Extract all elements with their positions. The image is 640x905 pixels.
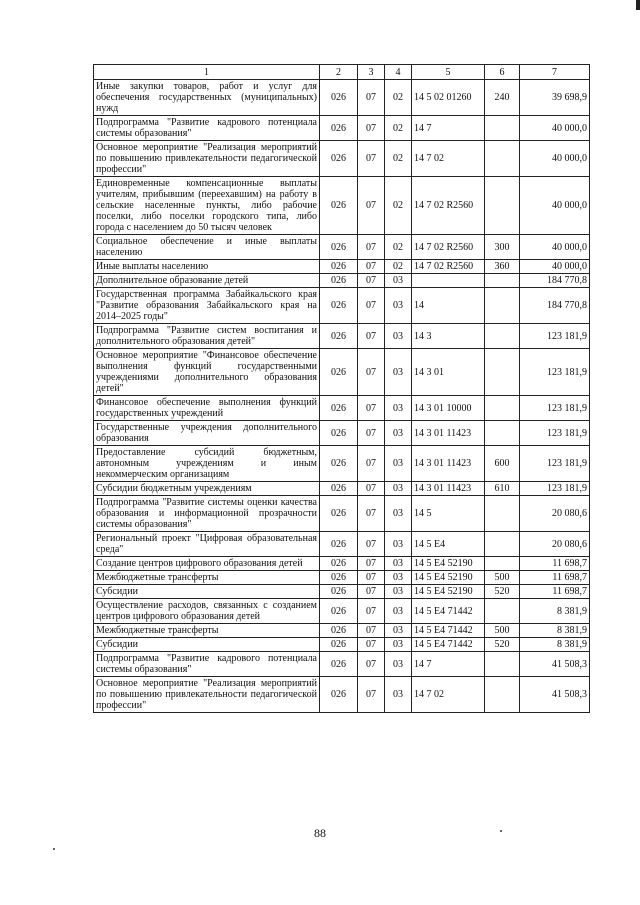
cell-ved: 026 <box>320 349 358 396</box>
cell-vr <box>485 677 520 713</box>
col-header-csr: 5 <box>412 65 485 80</box>
cell-csr: 14 7 02 <box>412 141 485 177</box>
cell-csr: 14 7 02 R2560 <box>412 235 485 260</box>
cell-name: Основное мероприятие "Реализация мероприятий по повышению привлекательности педагогической профессии" <box>94 677 320 713</box>
cell-pr: 03 <box>385 496 412 532</box>
cell-rz: 07 <box>358 288 385 324</box>
cell-name: Субсидии бюджетным учреждениям <box>94 482 320 496</box>
cell-sum: 11 698,7 <box>520 585 590 599</box>
scan-speck <box>53 848 55 850</box>
cell-sum: 184 770,8 <box>520 288 590 324</box>
table-row <box>94 421 590 446</box>
cell-name: Межбюджетные трансферты <box>94 624 320 638</box>
cell-pr: 03 <box>385 624 412 638</box>
cell-csr: 14 5 E4 52190 <box>412 585 485 599</box>
cell-ved: 026 <box>320 396 358 421</box>
cell-csr: 14 7 02 R2560 <box>412 177 485 235</box>
cell-csr: 14 3 01 11423 <box>412 446 485 482</box>
cell-ved: 026 <box>320 324 358 349</box>
cell-name: Единовременные компенсационные выплаты учителям, прибывшим (переехавшим) на работу в сельские населенные пункты, либо рабочие поселки, либо поселки городского типа, либо города с населением до 50 тысяч человек <box>94 177 320 235</box>
cell-ved: 026 <box>320 116 358 141</box>
cell-rz: 07 <box>358 260 385 274</box>
cell-csr <box>412 274 485 288</box>
cell-pr: 03 <box>385 288 412 324</box>
cell-name: Дополнительное образование детей <box>94 274 320 288</box>
cell-rz: 07 <box>358 396 385 421</box>
cell-csr: 14 5 E4 52190 <box>412 571 485 585</box>
table-row <box>94 349 590 396</box>
cell-csr: 14 5 <box>412 496 485 532</box>
cell-name: Предоставление субсидий бюджетным, автономным учреждениям и иным некоммерческим организациям <box>94 446 320 482</box>
cell-pr: 03 <box>385 557 412 571</box>
cell-rz: 07 <box>358 235 385 260</box>
cell-pr: 02 <box>385 116 412 141</box>
cell-ved: 026 <box>320 482 358 496</box>
col-header-pr: 4 <box>385 65 412 80</box>
table-body <box>94 80 590 713</box>
cell-sum: 123 181,9 <box>520 446 590 482</box>
cell-ved: 026 <box>320 599 358 624</box>
cell-vr <box>485 349 520 396</box>
cell-rz: 07 <box>358 624 385 638</box>
cell-ved: 026 <box>320 80 358 116</box>
cell-name: Осуществление расходов, связанных с созданием центров цифрового образования детей <box>94 599 320 624</box>
table-row <box>94 235 590 260</box>
table-row <box>94 652 590 677</box>
cell-vr: 500 <box>485 624 520 638</box>
cell-pr: 03 <box>385 652 412 677</box>
cell-pr: 02 <box>385 260 412 274</box>
table-row <box>94 624 590 638</box>
cell-rz: 07 <box>358 274 385 288</box>
cell-ved: 026 <box>320 235 358 260</box>
cell-rz: 07 <box>358 599 385 624</box>
cell-sum: 20 080,6 <box>520 496 590 532</box>
cell-csr: 14 3 01 <box>412 349 485 396</box>
cell-pr: 03 <box>385 274 412 288</box>
cell-rz: 07 <box>358 677 385 713</box>
cell-name: Государственная программа Забайкальского края "Развитие образования Забайкальского края на 2014–2025 годы" <box>94 288 320 324</box>
cell-vr <box>485 532 520 557</box>
col-header-ved: 2 <box>320 65 358 80</box>
cell-name: Субсидии <box>94 638 320 652</box>
cell-pr: 03 <box>385 396 412 421</box>
table-header-row <box>94 65 590 80</box>
cell-rz: 07 <box>358 446 385 482</box>
cell-name: Иные закупки товаров, работ и услуг для обеспечения государственных (муниципальных) нужд <box>94 80 320 116</box>
page-number: 88 <box>314 826 326 840</box>
table-row <box>94 288 590 324</box>
table-row <box>94 638 590 652</box>
cell-csr: 14 5 E4 71442 <box>412 624 485 638</box>
cell-vr <box>485 557 520 571</box>
cell-vr <box>485 599 520 624</box>
cell-pr: 03 <box>385 532 412 557</box>
cell-pr: 02 <box>385 177 412 235</box>
cell-vr <box>485 324 520 349</box>
cell-vr: 600 <box>485 446 520 482</box>
col-header-vr: 6 <box>485 65 520 80</box>
cell-vr <box>485 396 520 421</box>
cell-name: Иные выплаты населению <box>94 260 320 274</box>
table-row <box>94 141 590 177</box>
cell-sum: 40 000,0 <box>520 260 590 274</box>
cell-sum: 123 181,9 <box>520 421 590 446</box>
cell-csr: 14 3 01 11423 <box>412 421 485 446</box>
cell-name: Субсидии <box>94 585 320 599</box>
cell-rz: 07 <box>358 324 385 349</box>
cell-ved: 026 <box>320 557 358 571</box>
cell-csr: 14 7 02 R2560 <box>412 260 485 274</box>
cell-name: Подпрограмма "Развитие кадрового потенциала системы образования" <box>94 652 320 677</box>
cell-ved: 026 <box>320 624 358 638</box>
table-row <box>94 116 590 141</box>
table-row <box>94 571 590 585</box>
cell-rz: 07 <box>358 585 385 599</box>
col-header-name: 1 <box>94 65 320 80</box>
budget-table <box>93 64 590 713</box>
cell-csr: 14 3 01 10000 <box>412 396 485 421</box>
cell-pr: 03 <box>385 638 412 652</box>
cell-csr: 14 7 <box>412 652 485 677</box>
table-row <box>94 599 590 624</box>
cell-ved: 026 <box>320 274 358 288</box>
cell-sum: 39 698,9 <box>520 80 590 116</box>
cell-vr <box>485 141 520 177</box>
cell-sum: 184 770,8 <box>520 274 590 288</box>
cell-ved: 026 <box>320 571 358 585</box>
cell-vr: 360 <box>485 260 520 274</box>
cell-name: Социальное обеспечение и иные выплаты населению <box>94 235 320 260</box>
cell-rz: 07 <box>358 349 385 396</box>
cell-vr: 520 <box>485 638 520 652</box>
cell-sum: 8 381,9 <box>520 638 590 652</box>
cell-pr: 03 <box>385 446 412 482</box>
cell-vr <box>485 288 520 324</box>
cell-sum: 123 181,9 <box>520 324 590 349</box>
cell-name: Финансовое обеспечение выполнения функций государственных учреждений <box>94 396 320 421</box>
cell-name: Государственные учреждения дополнительного образования <box>94 421 320 446</box>
cell-pr: 03 <box>385 677 412 713</box>
cell-ved: 026 <box>320 141 358 177</box>
col-header-sum: 7 <box>520 65 590 80</box>
cell-csr: 14 <box>412 288 485 324</box>
cell-sum: 11 698,7 <box>520 571 590 585</box>
table-row <box>94 396 590 421</box>
cell-rz: 07 <box>358 496 385 532</box>
cell-rz: 07 <box>358 177 385 235</box>
cell-csr: 14 3 01 11423 <box>412 482 485 496</box>
cell-vr: 500 <box>485 571 520 585</box>
cell-pr: 02 <box>385 80 412 116</box>
cell-sum: 40 000,0 <box>520 141 590 177</box>
table-row <box>94 585 590 599</box>
cell-rz: 07 <box>358 482 385 496</box>
table-row <box>94 260 590 274</box>
cell-ved: 026 <box>320 288 358 324</box>
cell-rz: 07 <box>358 421 385 446</box>
cell-vr <box>485 496 520 532</box>
cell-sum: 123 181,9 <box>520 396 590 421</box>
cell-rz: 07 <box>358 638 385 652</box>
cell-pr: 02 <box>385 141 412 177</box>
cell-pr: 03 <box>385 482 412 496</box>
table-row <box>94 80 590 116</box>
cell-csr: 14 7 02 <box>412 677 485 713</box>
cell-vr <box>485 421 520 446</box>
cell-vr <box>485 652 520 677</box>
cell-sum: 8 381,9 <box>520 624 590 638</box>
cell-rz: 07 <box>358 557 385 571</box>
cell-sum: 8 381,9 <box>520 599 590 624</box>
cell-ved: 026 <box>320 585 358 599</box>
cell-name: Создание центров цифрового образования детей <box>94 557 320 571</box>
cell-csr: 14 5 E4 71442 <box>412 599 485 624</box>
cell-vr: 610 <box>485 482 520 496</box>
cell-pr: 03 <box>385 599 412 624</box>
cell-rz: 07 <box>358 571 385 585</box>
cell-name: Региональный проект "Цифровая образовательная среда" <box>94 532 320 557</box>
cell-name: Основное мероприятие "Реализация мероприятий по повышению привлекательности педагогической профессии" <box>94 141 320 177</box>
cell-pr: 03 <box>385 585 412 599</box>
cell-sum: 40 000,0 <box>520 116 590 141</box>
scan-corner-mark <box>636 0 640 10</box>
cell-sum: 11 698,7 <box>520 557 590 571</box>
cell-name: Подпрограмма "Развитие систем воспитания и дополнительного образования детей" <box>94 324 320 349</box>
cell-vr <box>485 116 520 141</box>
cell-ved: 026 <box>320 638 358 652</box>
cell-sum: 41 508,3 <box>520 652 590 677</box>
cell-ved: 026 <box>320 446 358 482</box>
cell-rz: 07 <box>358 80 385 116</box>
scan-speck <box>500 830 502 832</box>
cell-csr: 14 5 E4 52190 <box>412 557 485 571</box>
table-row <box>94 482 590 496</box>
cell-pr: 03 <box>385 324 412 349</box>
cell-rz: 07 <box>358 652 385 677</box>
cell-ved: 026 <box>320 652 358 677</box>
cell-vr <box>485 177 520 235</box>
cell-ved: 026 <box>320 677 358 713</box>
cell-pr: 03 <box>385 571 412 585</box>
cell-sum: 20 080,6 <box>520 532 590 557</box>
col-header-rz: 3 <box>358 65 385 80</box>
cell-ved: 026 <box>320 260 358 274</box>
cell-name: Основное мероприятие "Финансовое обеспечение выполнения функций государственными учреждениями дополнительного образования детей" <box>94 349 320 396</box>
cell-csr: 14 5 02 01260 <box>412 80 485 116</box>
cell-ved: 026 <box>320 496 358 532</box>
table-row <box>94 446 590 482</box>
cell-vr: 300 <box>485 235 520 260</box>
cell-name: Подпрограмма "Развитие кадрового потенциала системы образования" <box>94 116 320 141</box>
cell-sum: 40 000,0 <box>520 177 590 235</box>
cell-ved: 026 <box>320 177 358 235</box>
cell-pr: 03 <box>385 421 412 446</box>
cell-vr: 240 <box>485 80 520 116</box>
cell-ved: 026 <box>320 532 358 557</box>
table-row <box>94 177 590 235</box>
cell-sum: 123 181,9 <box>520 482 590 496</box>
cell-sum: 40 000,0 <box>520 235 590 260</box>
cell-csr: 14 5 E4 71442 <box>412 638 485 652</box>
cell-pr: 03 <box>385 349 412 396</box>
table-row <box>94 677 590 713</box>
table-row <box>94 557 590 571</box>
cell-rz: 07 <box>358 141 385 177</box>
cell-vr: 520 <box>485 585 520 599</box>
cell-csr: 14 7 <box>412 116 485 141</box>
cell-csr: 14 5 E4 <box>412 532 485 557</box>
cell-name: Межбюджетные трансферты <box>94 571 320 585</box>
cell-ved: 026 <box>320 421 358 446</box>
cell-rz: 07 <box>358 116 385 141</box>
cell-csr: 14 3 <box>412 324 485 349</box>
cell-sum: 123 181,9 <box>520 349 590 396</box>
cell-rz: 07 <box>358 532 385 557</box>
table-row <box>94 324 590 349</box>
table-row <box>94 496 590 532</box>
table-row <box>94 274 590 288</box>
table-row <box>94 532 590 557</box>
cell-name: Подпрограмма "Развитие системы оценки качества образования и информационной прозрачности системы образования" <box>94 496 320 532</box>
cell-pr: 02 <box>385 235 412 260</box>
cell-vr <box>485 274 520 288</box>
cell-sum: 41 508,3 <box>520 677 590 713</box>
